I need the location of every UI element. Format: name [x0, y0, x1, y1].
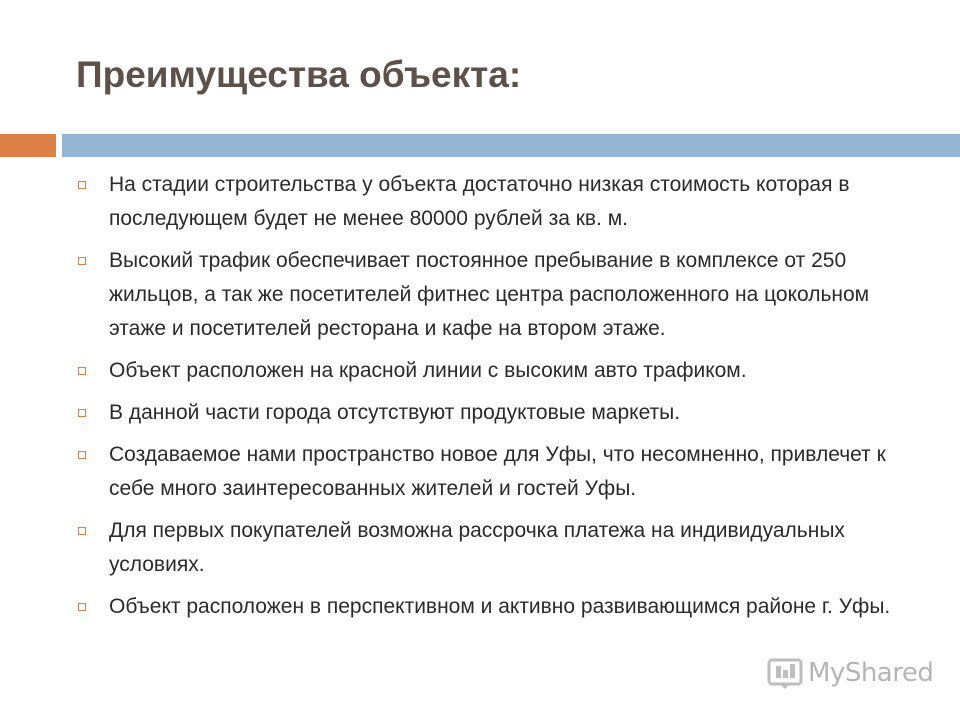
bullet-text: На стадии строительства у объекта достаточно низкая стоимость которая в последующем будет не менее 80000 рублей за кв. м.	[109, 173, 850, 230]
bullet-text: Высокий трафик обеспечивает постоянное пребывание в комплексе от 250 жильцов, а так же посетителей фитнес центра расположенного на цокольном этаже и посетителей ресторана и кафе на втором этаже.	[109, 249, 870, 340]
myshared-logo-icon	[766, 655, 804, 691]
list-item	[76, 244, 916, 346]
bullet-text: В данной части города отсутствуют продуктовые маркеты.	[109, 401, 681, 424]
square-outline-bullet-icon	[78, 257, 86, 265]
accent-bar	[0, 134, 56, 157]
square-outline-bullet-icon	[78, 409, 86, 417]
bullet-text: Объект расположен на красной линии с высоким авто трафиком.	[109, 359, 747, 382]
myshared-watermark	[766, 655, 933, 691]
bullet-text: Объект расположен в перспективном и активно развивающимся районе г. Уфы.	[109, 595, 891, 618]
square-outline-bullet-icon	[78, 451, 86, 459]
square-outline-bullet-icon	[78, 603, 86, 611]
list-item	[76, 590, 916, 624]
list-item	[76, 396, 916, 430]
square-outline-bullet-icon	[78, 181, 86, 189]
title-underline-bar	[62, 134, 960, 157]
list-item	[76, 514, 916, 582]
bullet-text: Для первых покупателей возможна рассрочка платежа на индивидуальных условиях.	[109, 519, 845, 576]
list-item	[76, 438, 916, 506]
bullet-text: Создаваемое нами пространство новое для Уфы, что несомненно, привлечет к себе много заинтересованных жителей и гостей Уфы.	[109, 443, 886, 500]
square-outline-bullet-icon	[78, 527, 86, 535]
watermark-text: MyShared	[808, 658, 934, 688]
slide-title: Преимущества объекта:	[76, 54, 522, 95]
list-item	[76, 168, 916, 236]
list-item	[76, 354, 916, 388]
bullet-list	[76, 168, 916, 632]
square-outline-bullet-icon	[78, 367, 86, 375]
